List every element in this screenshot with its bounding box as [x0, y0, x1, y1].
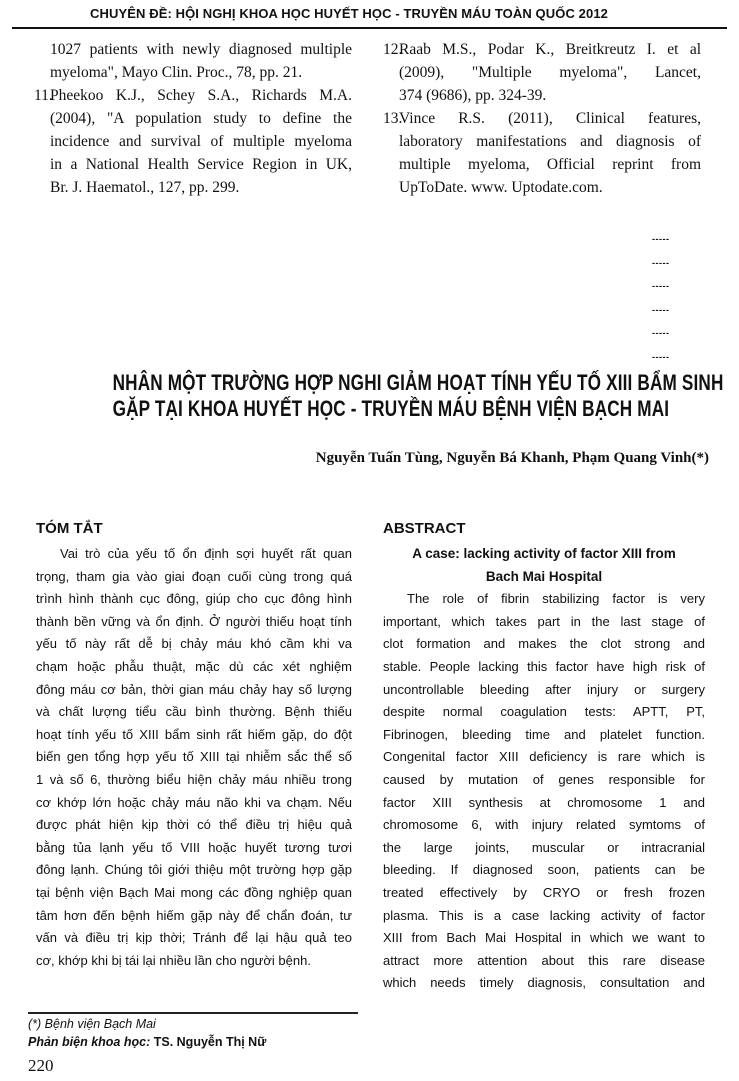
abstract-subtitle-line: A case: lacking activity of factor XIII from [412, 546, 676, 561]
separator-dot-row: ----- [652, 351, 670, 362]
article-title [112, 370, 724, 422]
summary-line: và chất lượng tiểu cầu bình thường. Bệnh thiếu [36, 704, 352, 720]
reference-line: Raab M.S., Podar K., Breitkreutz I. et al [399, 41, 701, 58]
summary-vietnamese [36, 543, 352, 972]
reference-item [34, 38, 352, 84]
abstract-line: plasma. This is a case lacking activity of factor [383, 907, 705, 923]
separator-dot-row: ----- [652, 328, 670, 338]
article-title-line: NHÂN MỘT TRƯỜNG HỢP NGHI GIẢM HOẠT TÍNH YẾU TỐ XIII BẨM SINH [112, 370, 724, 395]
abstract-line: the large joints, muscular or intracranial [383, 839, 705, 855]
summary-line: tại bệnh viện Bạch Mai mong các đồng nghiệp quan [36, 884, 352, 900]
summary-line: chạm hoặc phẫu thuật, mặc dù các xét nghiệm [36, 658, 352, 674]
summary-line: vấn và điều trị kịp thời; Tránh để lại hậu quả teo [36, 930, 352, 946]
abstract-line: chromosome 6, with injury related symtoms of [383, 817, 705, 833]
summary-line: thành bền vững và ổn định. Ở người thiếu hoạt tính [36, 613, 352, 629]
reference-line: (2004), "A population study to define the [50, 110, 352, 127]
abstract-heading: ABSTRACT [383, 520, 466, 537]
reference-line: in a National Health Service Region in UK, [50, 156, 352, 173]
abstract-line: Fibrinogen, bleeding time and platelet function. [383, 726, 705, 742]
affiliation-footnote: (*) Bệnh viện Bạch Mai [28, 1017, 156, 1031]
reference-item [383, 107, 701, 199]
page-number: 220 [28, 1056, 54, 1075]
reference-number: 13. [383, 110, 403, 127]
reviewer-name: TS. Nguyễn Thị Nữ [153, 1035, 267, 1049]
summary-heading: TÓM TẮT [36, 520, 103, 537]
reference-line: laboratory manifestations and diagnosis of [399, 133, 701, 150]
reference-number: 11. [34, 87, 53, 104]
abstract-line: caused by mutation of genes responsible for [383, 771, 705, 787]
references-right-column [383, 38, 701, 199]
summary-line: Vai trò của yếu tố ổn định sợi huyết rất quan [60, 546, 352, 561]
summary-line: bằng tủa lạnh yếu tố VIII hoặc huyết tương tươi [36, 839, 352, 855]
section-separator-dots [652, 228, 670, 369]
summary-line: đông máu cơ bản, thời gian máu chảy hay số lượng [36, 681, 352, 697]
reference-line: (2009), "Multiple myeloma", Lancet, [399, 64, 701, 81]
header-rule [12, 27, 727, 29]
summary-line: trình hình thành cục đông, giúp cho cục đông hình [36, 591, 352, 607]
reference-line: 374 (9686), pp. 324-39. [399, 87, 547, 104]
article-title-line: GẶP TẠI KHOA HUYẾT HỌC - TRUYỀN MÁU BỆNH VIỆN BẠCH MAI [112, 396, 670, 421]
summary-line: biến gen tổng hợp yếu tố XIII tại nhiễm sắc thể số [36, 749, 352, 765]
abstract-line: uncontrollable bleeding after injury or surgery [383, 681, 705, 697]
abstract-line: despite normal coagulation tests: APTT, PT, [383, 704, 705, 720]
running-header: CHUYÊN ĐỀ: HỘI NGHỊ KHOA HỌC HUYẾT HỌC - TRUYỀN MÁU TOÀN QUỐC 2012 [90, 6, 608, 21]
summary-line: cơ khớp lớn hoặc chảy máu não khi va chạm. Nếu [36, 794, 352, 810]
summary-line: được phát hiện kịp thời có thể điều trị hiệu quả [36, 817, 352, 833]
reference-line: UpToDate. www. Uptodate.com. [399, 179, 603, 196]
reference-line: Vince R.S. (2011), Clinical features, [399, 110, 701, 127]
abstract-line: factor XIII synthesis at chromosome 1 and [383, 794, 705, 810]
reference-item [34, 84, 352, 199]
reference-item [383, 38, 701, 107]
reference-line: incidence and survival of multiple myeloma [50, 133, 352, 150]
footnote-rule [28, 1012, 358, 1014]
reviewer-label: Phản biện khoa học: [28, 1035, 151, 1049]
abstract-line: clot formation and makes the clot strong and [383, 636, 705, 652]
summary-line: 1 và số 6, thường biểu hiện chảy máu nhiều trong [36, 771, 352, 787]
article-authors: Nguyễn Tuấn Tùng, Nguyễn Bá Khanh, Phạm Quang Vinh(*) [315, 450, 709, 466]
abstract-line: treated effectively by CRYO or fresh frozen [383, 884, 705, 900]
reference-line: multiple myeloma, Official reprint from [399, 156, 701, 173]
references-left-column [34, 38, 352, 199]
separator-dot-row: ----- [652, 234, 670, 244]
abstract-line: Congenital factor XIII deficiency is rare which is [383, 749, 705, 765]
abstract-line: bleeding. If diagnosed soon, patients can be [383, 862, 705, 878]
summary-line: tâm hơn đến bệnh hiếm gặp này để chẩn đoán, tư [36, 907, 352, 923]
reference-line: 1027 patients with newly diagnosed multiple [50, 41, 352, 58]
separator-dot-row: ----- [652, 281, 670, 291]
separator-dot-row: ----- [652, 304, 670, 315]
abstract-line: The role of fibrin stabilizing factor is very [407, 591, 705, 607]
summary-line: trọng, tham gia vào giai đoạn cuối cùng trong quá [36, 568, 352, 584]
summary-line: yếu tố này rất dễ bị chảy máu khó cầm khi va [36, 636, 352, 652]
abstract-line: which needs timely diagnosis, consultation and [383, 975, 705, 991]
abstract-english [383, 543, 705, 995]
reviewer-footnote [28, 1035, 266, 1049]
abstract-line: stable. People lacking this factor have high risk of [383, 658, 705, 674]
abstract-subtitle-line: Bach Mai Hospital [485, 568, 603, 584]
summary-line: đông lạnh. Chúng tôi giới thiệu một trường hợp gặp [36, 862, 352, 878]
separator-dot-row: ----- [652, 257, 670, 268]
reference-line: myeloma", Mayo Clin. Proc., 78, pp. 21. [50, 64, 303, 81]
abstract-line: XIII from Bach Mai Hospital in which we want to [383, 930, 705, 946]
abstract-line: important, which takes part in the last stage of [383, 613, 705, 629]
summary-line: hoạt tính yếu tố XIII bẩm sinh rất hiếm gặp, do đột [36, 726, 352, 742]
reference-number: 12. [383, 41, 403, 58]
reference-line: Br. J. Haematol., 127, pp. 299. [50, 179, 240, 196]
reference-line: Pheekoo K.J., Schey S.A., Richards M.A. [50, 87, 352, 104]
abstract-line: attract more attention about this rare disease [383, 952, 705, 968]
summary-line: cơ, khớp khi bị tái lại nhiều lần cho người bệnh. [36, 952, 311, 968]
